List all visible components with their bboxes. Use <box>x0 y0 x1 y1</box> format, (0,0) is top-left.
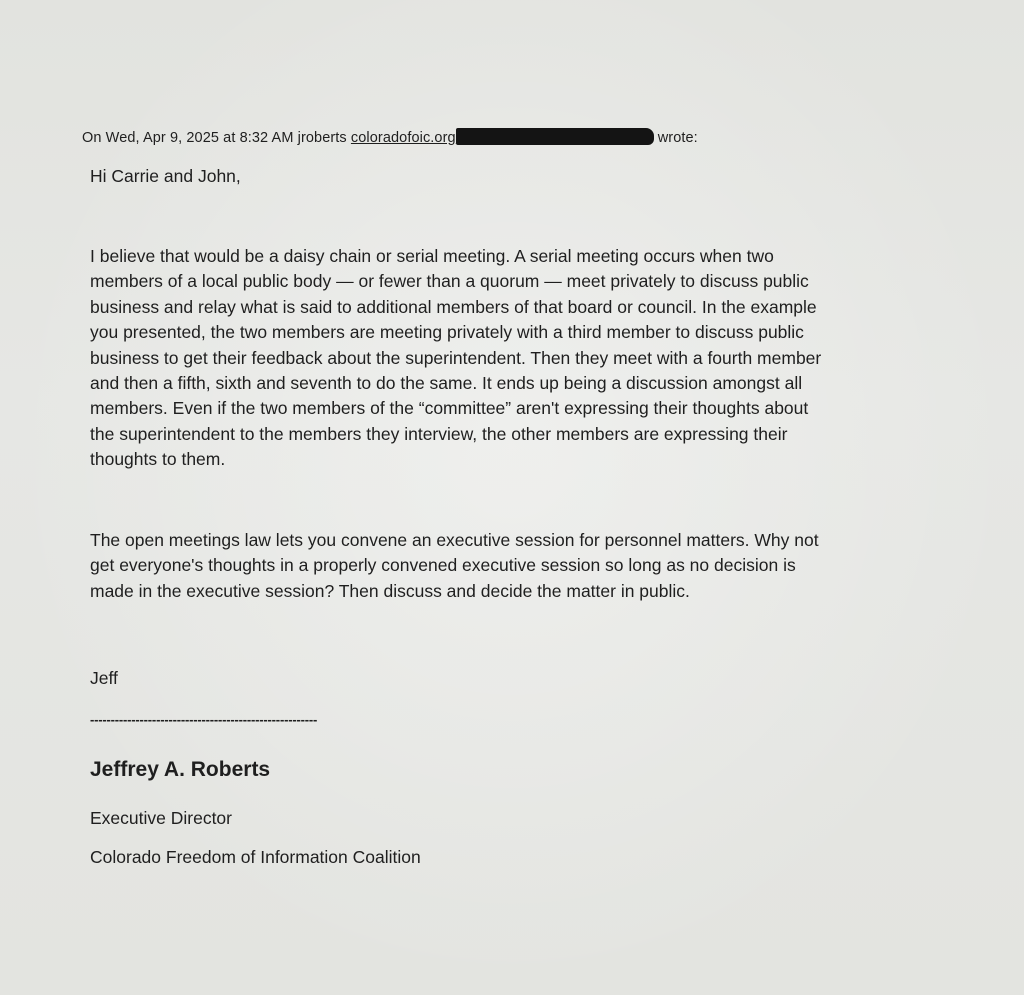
paragraph-line: members of a local public body — or fewer than a quorum — meet privately to discuss public <box>90 271 809 292</box>
paragraph-line: the superintendent to the members they interview, the other members are expressing their <box>90 423 788 444</box>
header-prefix: On Wed, Apr 9, 2025 at 8:32 AM jroberts <box>82 130 351 146</box>
greeting: Hi Carrie and John, <box>90 166 241 186</box>
signature-organization: Colorado Freedom of Information Coalition <box>90 847 421 867</box>
paragraph-serial-meeting <box>90 244 821 473</box>
signature-name: Jeffrey A. Roberts <box>90 758 271 781</box>
signature-title: Executive Director <box>90 808 232 828</box>
paragraph-line: you presented, the two members are meeting privately with a third member to discuss public <box>90 322 804 343</box>
paragraph-line: get everyone's thoughts in a properly convened executive session so long as no decision is <box>90 555 796 576</box>
signoff: Jeff <box>90 668 118 688</box>
signature-divider: ------------------------------------------------------- <box>90 712 318 727</box>
paragraph-line: members. Even if the two members of the “committee” aren't expressing their thoughts about <box>90 398 809 419</box>
paragraph-line: thoughts to them. <box>90 449 226 470</box>
paragraph-line: I believe that would be a daisy chain or serial meeting. A serial meeting occurs when two <box>90 246 774 266</box>
sender-email-link: coloradofoic.org <box>350 130 456 146</box>
paragraph-executive-session <box>90 528 819 604</box>
paragraph-line: business to get their feedback about the superintendent. Then they meet with a fourth member <box>90 347 822 368</box>
paragraph-line: and then a fifth, sixth and seventh to do the same. It ends up being a discussion amongst all <box>90 373 803 394</box>
header-suffix: wrote: <box>657 130 698 146</box>
paragraph-line: The open meetings law lets you convene an executive session for personnel matters. Why not <box>90 530 819 550</box>
paragraph-line: made in the executive session? Then discuss and decide the matter in public. <box>90 580 690 601</box>
email-header-line <box>82 128 698 146</box>
redaction-mark <box>456 128 654 145</box>
paragraph-line: business and relay what is said to additional members of that board or council. In the example <box>90 296 817 317</box>
